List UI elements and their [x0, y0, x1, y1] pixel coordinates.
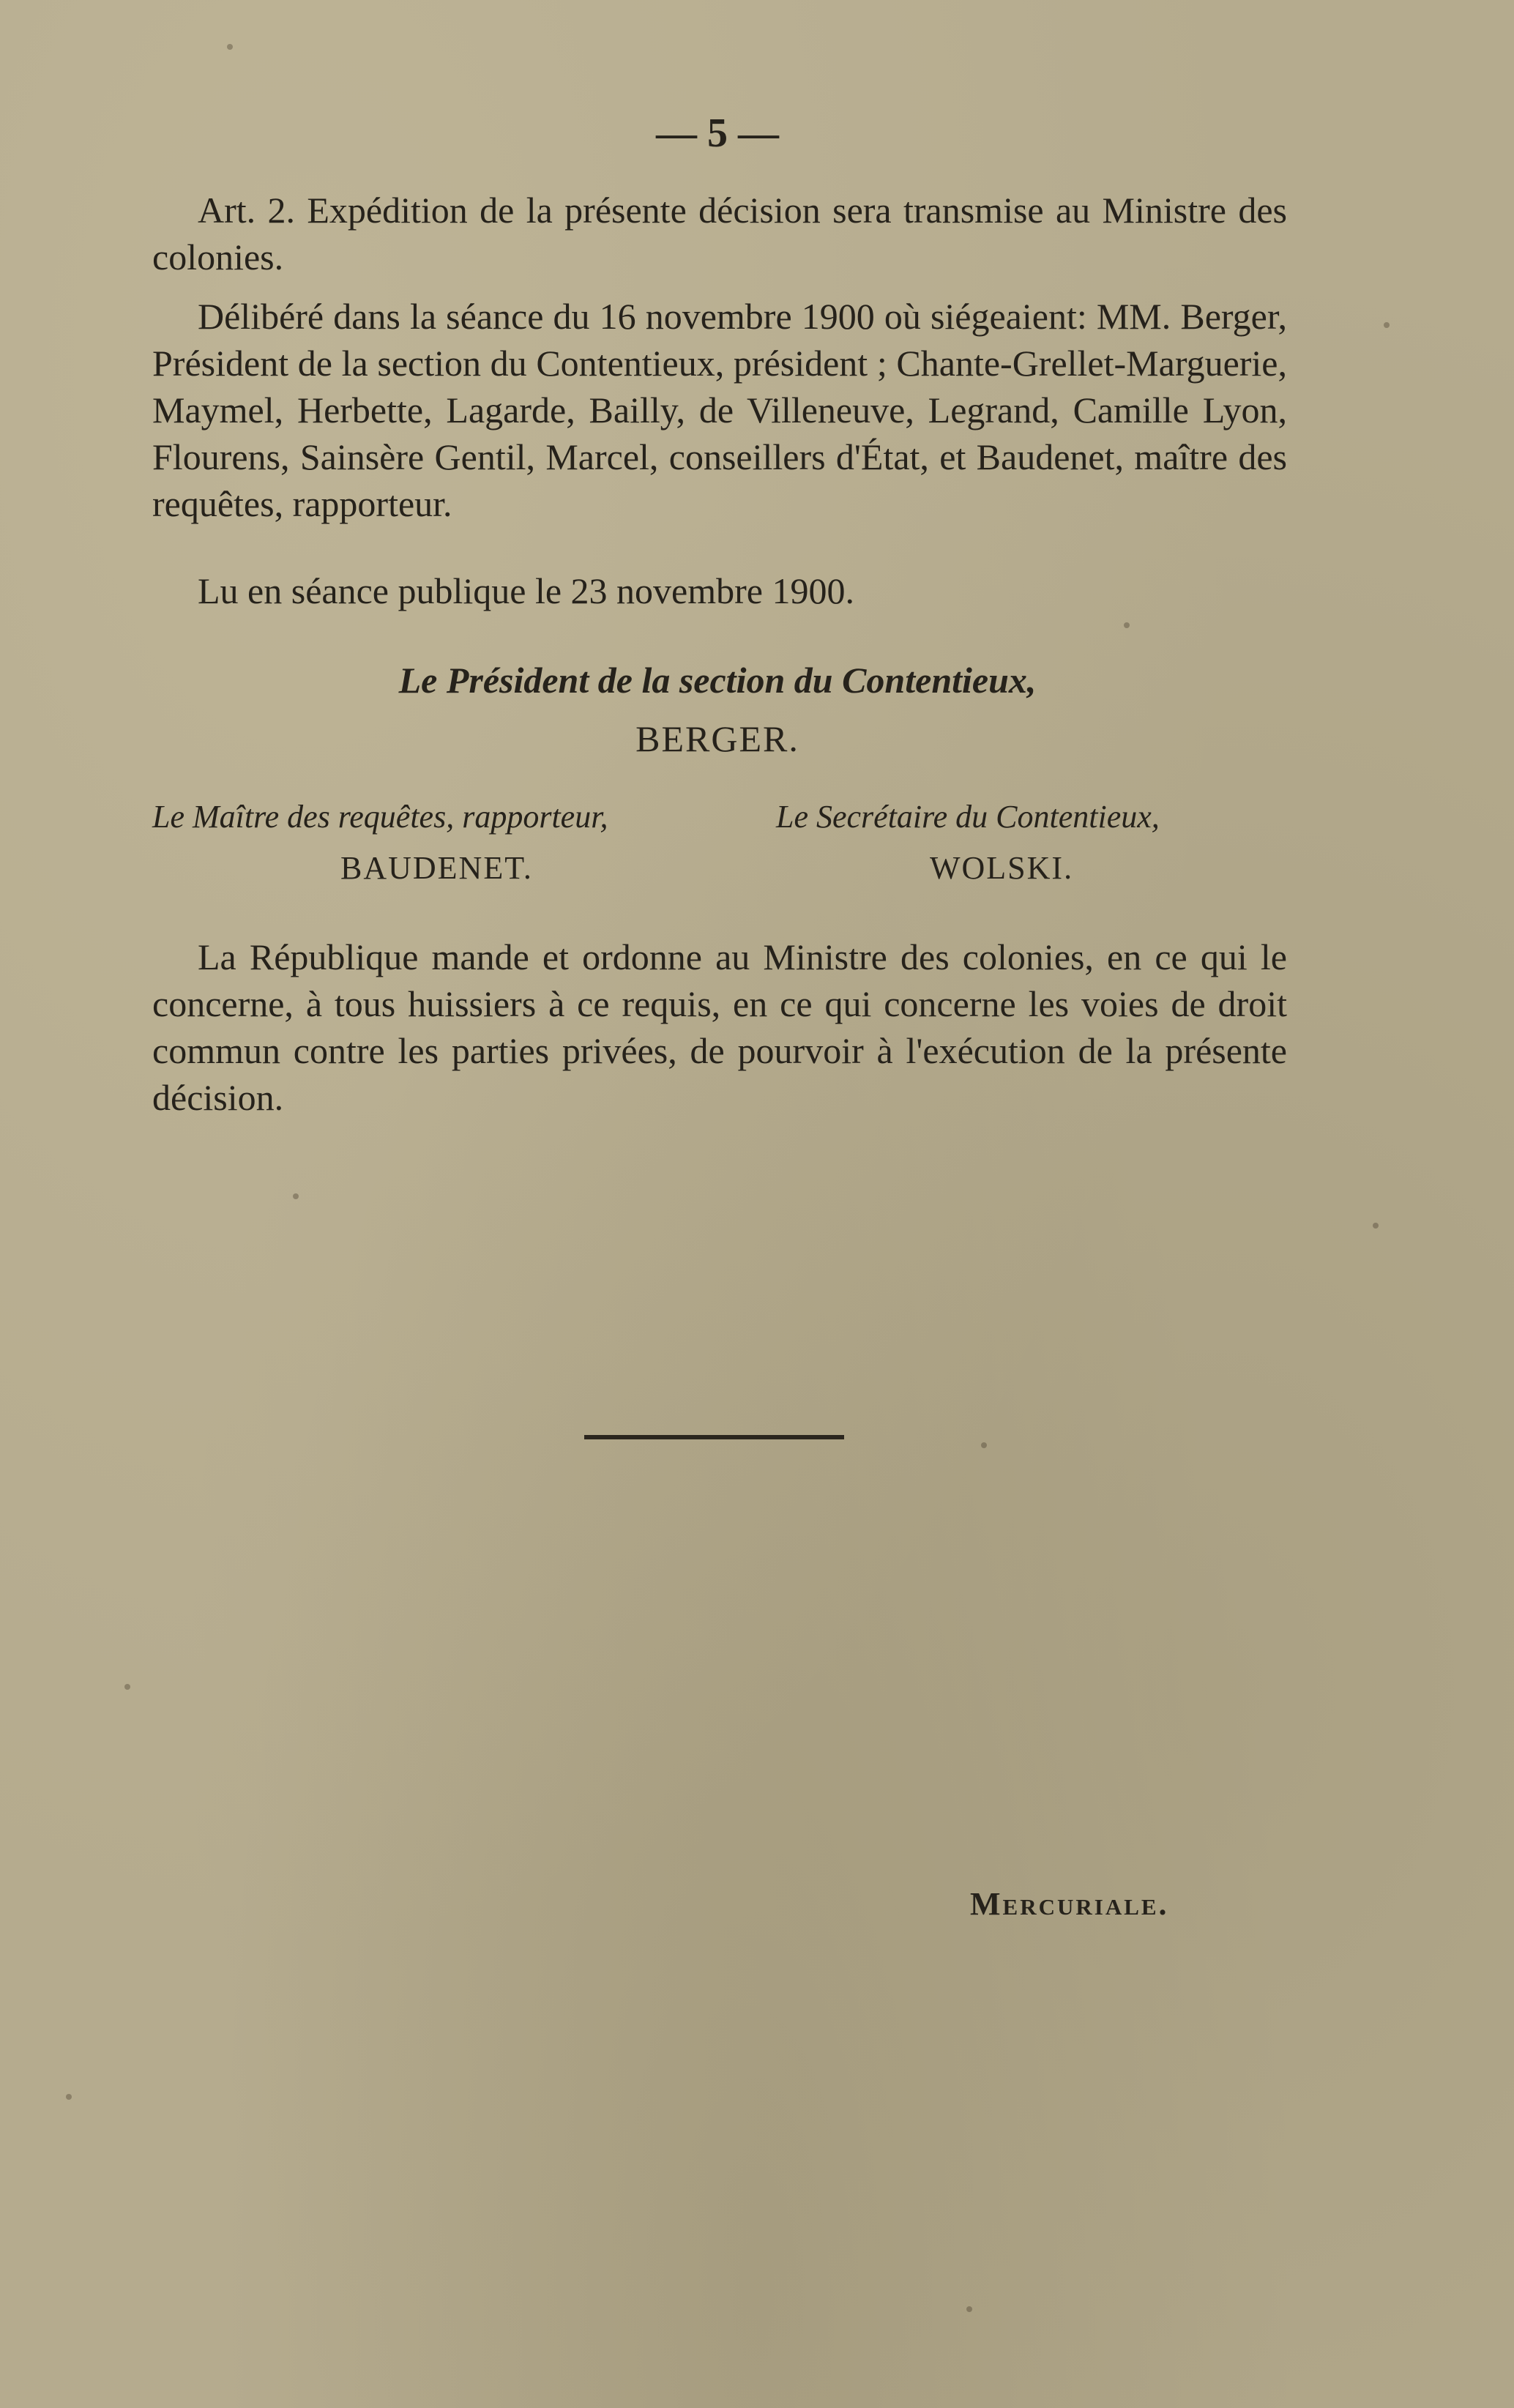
paragraph-deliberation [152, 293, 1287, 527]
paragraph-article-2 [152, 187, 1287, 280]
paragraph-text: Lu en séance publique le 23 novembre 1900. [198, 570, 854, 611]
paper-speck [227, 44, 233, 50]
footer-signature: Mercuriale. [970, 1886, 1169, 1922]
secretaire-title: Le Secrétaire du Contentieux, [776, 799, 1160, 835]
page-number: — 5 — [656, 111, 779, 156]
president-title: Le Président de la section du Contentieux, [398, 660, 1037, 701]
paper-speck [981, 1442, 987, 1448]
president-name: BERGER. [635, 718, 799, 759]
paper-speck [1373, 1223, 1379, 1229]
paragraph-text: Délibéré dans la séance du 16 novembre 1900 où siégeaient: MM. Berger, Président de la section du Contentieux, président ; Chante-Grellet-Marguerie, Maymel, Herbette, Lagarde, Bailly, de Villeneuve, Legrand, Camille Lyon, Flourens, Sainsère Gentil, Marcel, conseillers d'État, et Baudenet, maître des requêtes, rapporteur. [152, 296, 1287, 524]
horizontal-rule [584, 1435, 844, 1439]
secretaire-name: WOLSKI. [930, 850, 1074, 886]
paper-speck [1384, 322, 1390, 328]
paper-speck [966, 2306, 972, 2312]
paper-speck [66, 2094, 72, 2100]
paper-speck [293, 1193, 299, 1199]
paragraph-text: La République mande et ordonne au Ministre des colonies, en ce qui le concerne, à tous huissiers à ce requis, en ce qui concerne les voies de droit commun contre les parties privées, de pourvoir à l'exécution de la présente décision. [152, 936, 1287, 1118]
paragraph-lecture [152, 567, 1287, 614]
rapporteur-title: Le Maître des requêtes, rapporteur, [152, 799, 608, 835]
paragraph-text: Art. 2. Expédition de la présente décision sera transmise au Ministre des colonies. [152, 190, 1287, 277]
paragraph-mandate [152, 933, 1287, 1121]
rapporteur-name: BAUDENET. [340, 850, 533, 886]
paper-speck [124, 1684, 130, 1690]
paper-speck [1124, 622, 1130, 628]
